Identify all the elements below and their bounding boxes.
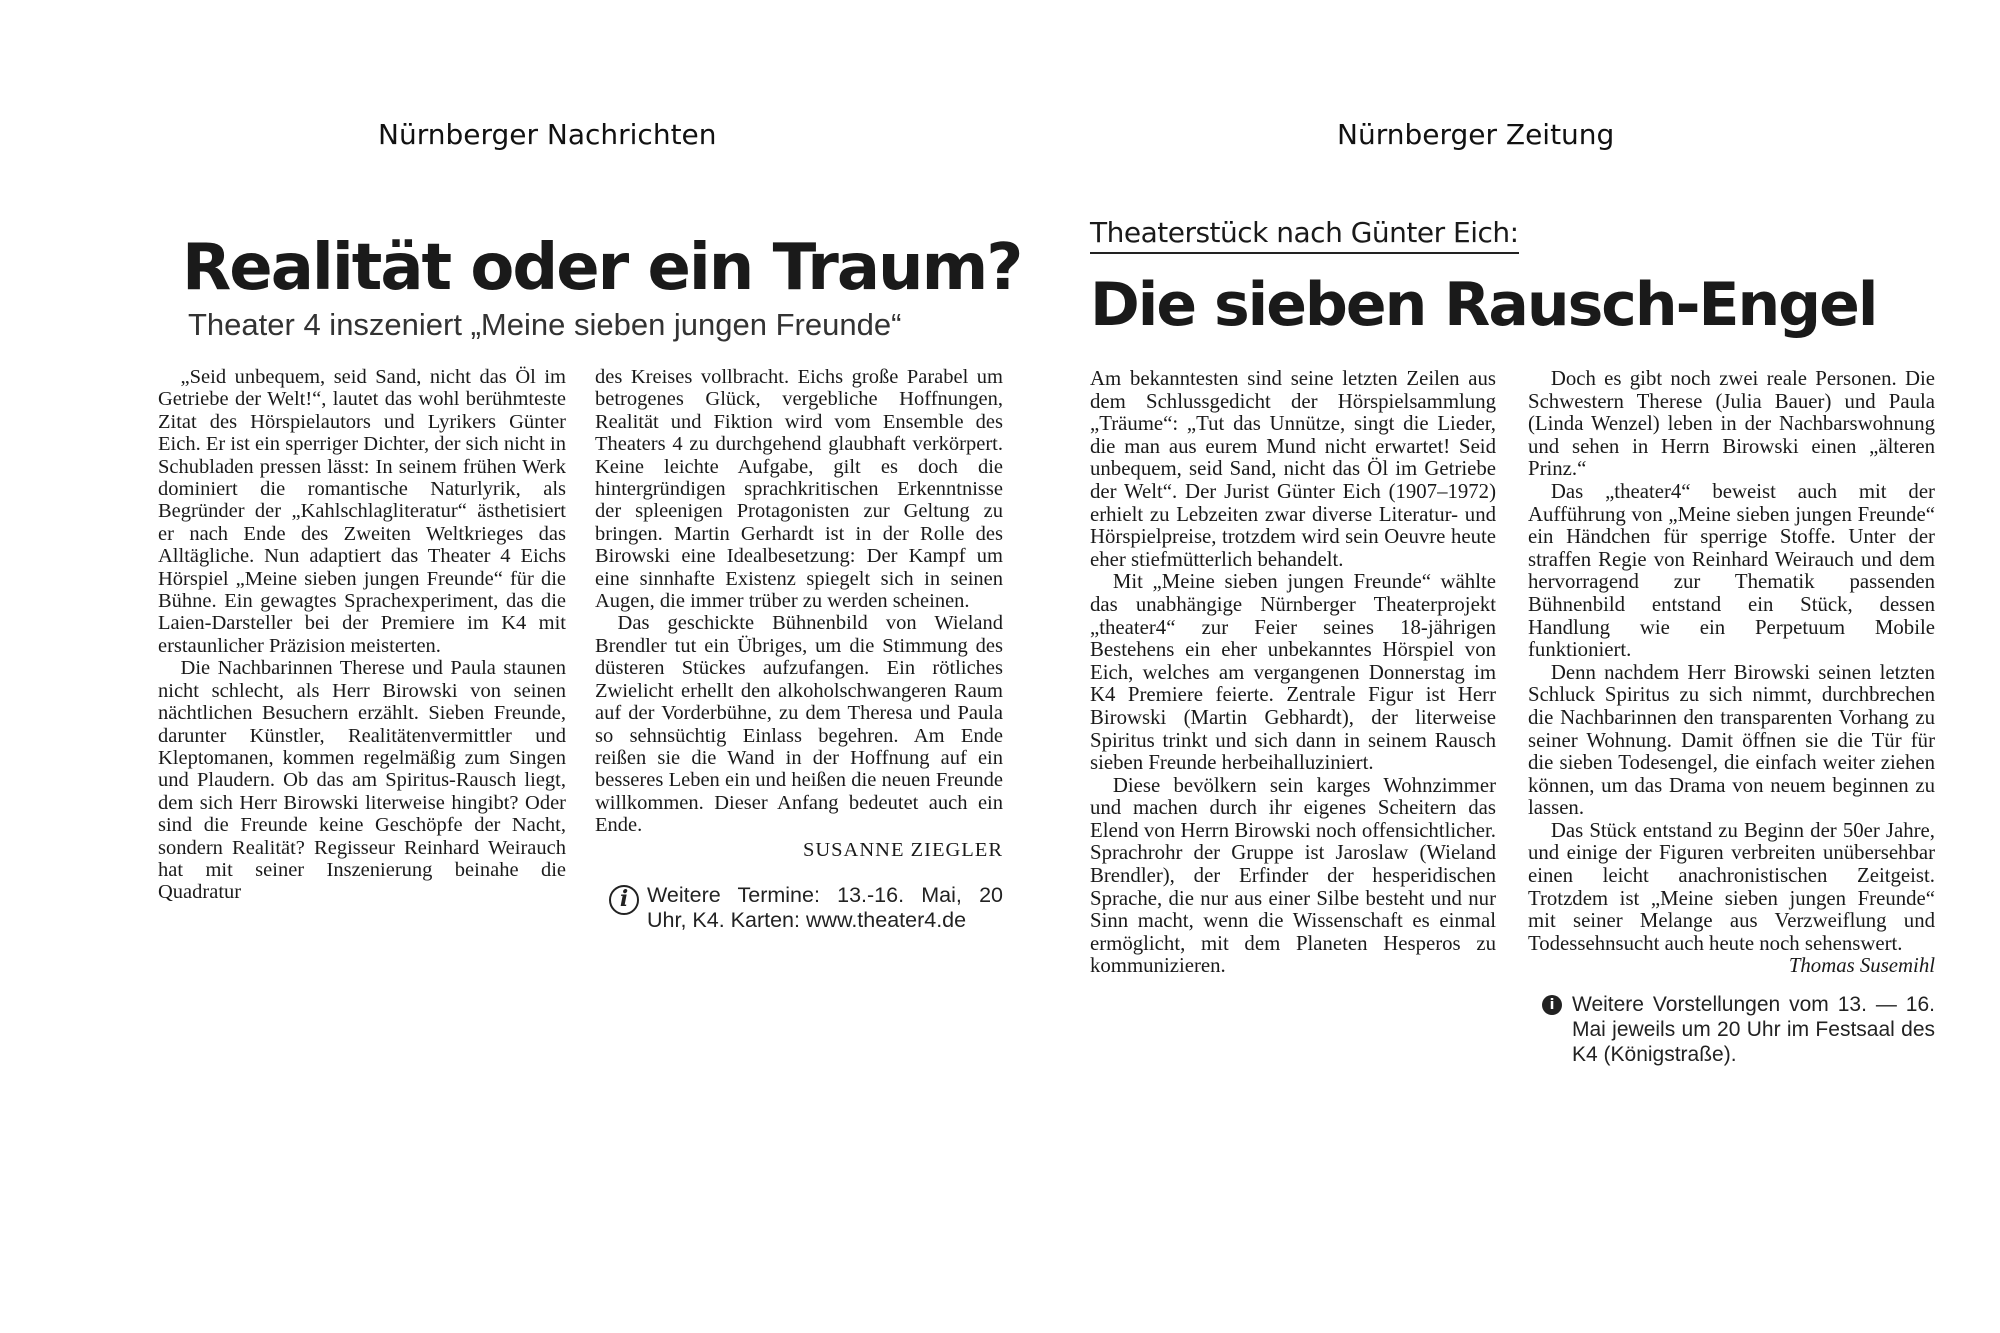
info-box [595, 883, 1003, 933]
author-byline: Thomas Susemihl [1788, 954, 1935, 978]
article-columns [158, 366, 1003, 933]
kicker: Theaterstück nach Günter Eich: [1090, 216, 1519, 254]
paragraph: Am bekanntesten sind seine letzten Zeilen aus dem Schlussgedicht der Hörspielsammlung „Träume“: „Tut das Unnütze, singt die Lieder, die man aus eurem Mund nicht erwartet! Seid unbequem, seid Sand, nicht das Öl im Getriebe der Welt“. Der Jurist Günter Eich (1907–1972) erhielt zu Lebzeiten zwar diverse Literatur- und Hörspielpreise, trotzdem wird sein Oeuvre heute eher stiefmütterlich behandelt. [1090, 367, 1496, 571]
info-text: Weitere Termine: 13.-16. Mai, 20 Uhr, K4. Karten: www.theater4.de [647, 882, 1003, 932]
info-box [1528, 992, 1935, 1067]
source-label-nuernberger-zeitung: Nürnberger Zeitung [1337, 118, 1615, 151]
article-columns [1090, 368, 1935, 1067]
source-label-nuernberger-nachrichten: Nürnberger Nachrichten [378, 118, 717, 151]
paragraph: Doch es gibt noch zwei reale Personen. Die Schwestern Therese (Julia Bauer) und Paula (Linda Wenzel) leben in der Nachbarswohnung und sehen in Herrn Birowski einen „älteren Prinz.“ [1528, 367, 1935, 481]
paragraph: Denn nachdem Herr Birowski seinen letzten Schluck Spiritus zu sich nimmt, durchbrechen die Nachbarinnen den transparenten Vorhang zu seiner Wohnung. Damit öffnen sie die Tür für die sieben Todesengel, die einfach weiter ziehen können, um das Drama von neuem beginnen zu lassen. [1528, 660, 1935, 820]
info-icon: i [609, 885, 639, 915]
paragraph: Das geschickte Bühnenbild von Wieland Brendler tut ein Übriges, um die Stimmung des düsteren Stückes aufzufangen. Ein rötliches Zwielicht erhellt den alkoholschwangeren Raum auf der Vorderbühne, zu dem Theresa und Paula so sehnsüchtig Einlass begehren. Am Ende reißen sie die Wand in der Hoffnung auf ein besseres Leben ein und heißen die neuen Freunde willkommen. Dieser Anfang bedeutet auch ein Ende. [595, 612, 1003, 837]
headline: Realität oder ein Traum? [182, 231, 1022, 305]
subheadline: Theater 4 inszeniert „Meine sieben jungen Freunde“ [188, 307, 902, 342]
author-byline: SUSANNE ZIEGLER [802, 838, 1003, 861]
paragraph: Die Nachbarinnen Therese und Paula staunen nicht schlecht, als Herr Birowski von seinen nächtlichen Besuchern erzählt. Sieben Freunde, darunter Künstler, Realitätenvermittler und Kleptomanen, kommen regelmäßig zum Singen und Plaudern. Ob das am Spiritus-Rausch liegt, dem sich Herr Birowski literweise hingibt? Oder sind die Freunde keine Geschöpfe der Nacht, sondern Realität? Regisseur Reinhard Weirauch hat mit seiner Inszenierung beinahe die Quadratur [158, 657, 566, 904]
info-icon: i [1542, 995, 1562, 1015]
info-text: Weitere Vorstellungen vom 13. — 16. Mai jeweils um 20 Uhr im Festsaal des K4 (Königstraße). [1572, 993, 1935, 1067]
article-column-1 [158, 366, 566, 933]
paragraph: des Kreises vollbracht. Eichs große Parabel um betrogenes Glück, vergebliche Hoffnungen, Realität und Fiktion wird vom Ensemble des Theaters 4 zu durchgehend glaubhaft verkörpert. Keine leichte Aufgabe, gilt es doch die hintergründigen sprachkritischen Erkenntnisse der spleenigen Protagonisten zur Geltung zu bringen. Martin Gerhardt ist in der Rolle des Birowski eine Idealbesetzung: Der Kampf um eine sinnhafte Existenz spiegelt sich in seinen Augen, die immer trüber zu werden scheinen. [595, 366, 1003, 613]
article-nuernberger-nachrichten [158, 231, 1022, 933]
article-column-2 [595, 366, 1003, 933]
article-nuernberger-zeitung [1090, 216, 1935, 1067]
paragraph: „Seid unbequem, seid Sand, nicht das Öl im Getriebe der Welt!“, lautet das wohl berühmteste Zitat des Hörspielautors und Lyrikers Günter Eich. Er ist ein sperriger Dichter, der sich nicht in Schubladen pressen lässt: In seinem frühen Werk dominiert die romantische Naturlyrik, als Begründer der „Kahlschlagliteratur“ ästhetisiert er nach Ende des Zweiten Weltkrieges das Alltägliche. Nun adaptiert das Theater 4 Eichs Hörspiel „Meine sieben jungen Freunde“ für die Bühne. Ein gewagtes Sprachexperiment, das die Laien-Darsteller bei der Premiere im K4 mit erstaunlicher Präzision meisterten. [158, 366, 566, 657]
headline: Die sieben Rausch-Engel [1090, 270, 1877, 340]
article-column-1 [1090, 368, 1496, 1067]
article-column-2 [1528, 368, 1935, 1067]
paragraph: Mit „Meine sieben jungen Freunde“ wählte das unabhängige Nürnberger Theaterprojekt „theater4“ zur Feier seines 18-jährigen Bestehens ein eher unbekanntes Hörspiel von Eich, welches am vergangenen Donnerstag im K4 Premiere feierte. Zentrale Figur ist Herr Birowski (Martin Gebhardt), der literweise Spiritus trinkt und sich dann in seinem Rausch sieben Freunde herbeihalluziniert. [1090, 570, 1496, 775]
paragraph: Das „theater4“ beweist auch mit der Aufführung von „Meine sieben jungen Freunde“ ein Händchen für sperrige Stoffe. Unter der straffen Regie von Reinhard Weirauch und dem hervorragend zur Thematik passenden Bühnenbild entstand ein Stück, dessen Handlung wie ein Perpetuum Mobile funktioniert. [1528, 479, 1935, 662]
paragraph: Diese bevölkern sein karges Wohnzimmer und machen durch ihr eigenes Scheitern das Elend von Herrn Birowski noch offensichtlicher. Sprachrohr der Gruppe ist Jaroslaw (Wieland Brendler), der Erfinder der hesperidischen Sprache, die nur aus einer Silbe besteht und nur Sinn macht, wenn die Wissenschaft es einmal ermöglicht, mit dem Planeten Hesperos zu kommunizieren. [1090, 773, 1496, 978]
paragraph: Das Stück entstand zu Beginn der 50er Jahre, und einige der Figuren verbreiten unübersehbar einen leicht anachronistischen Zeitgeist. Trotzdem ist „Meine sieben jungen Freunde“ mit seiner Melange aus Verzweiflung und Todessehnsucht auch heute noch sehenswert. [1528, 818, 1935, 955]
